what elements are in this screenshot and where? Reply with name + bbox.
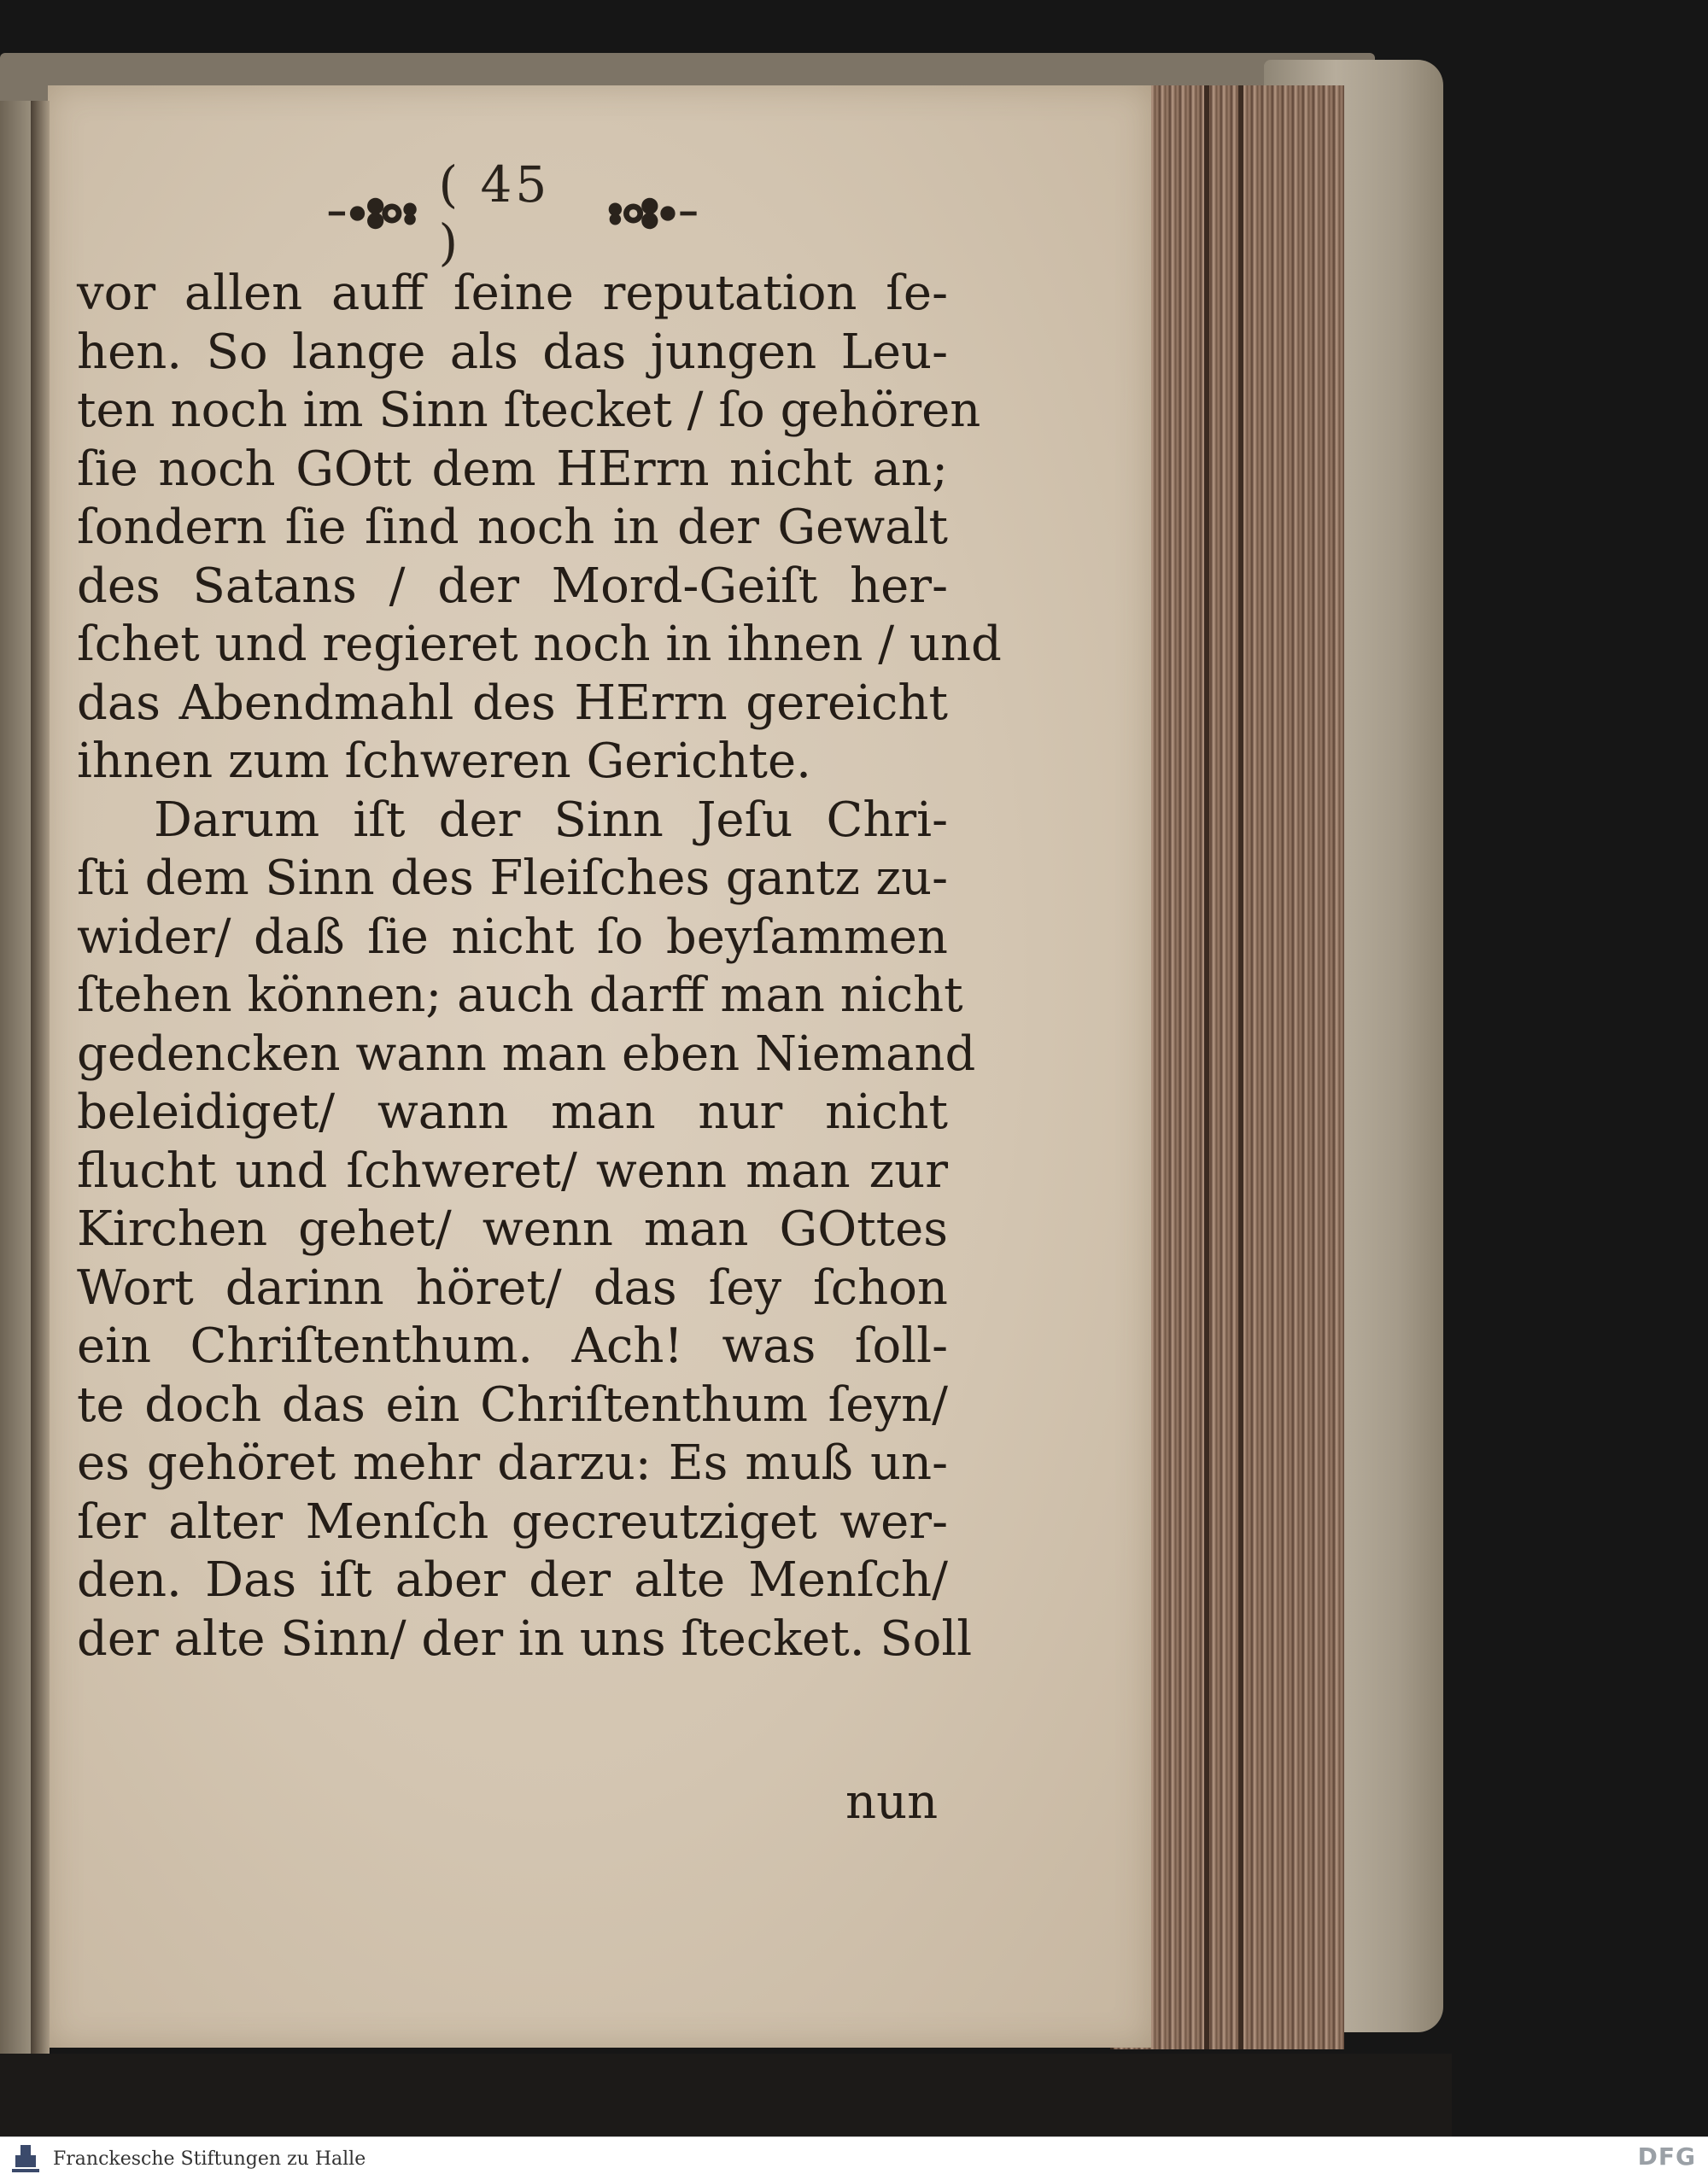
text-line: ein Chriſtenthum. Ach! was ſoll- [77, 1318, 948, 1374]
text-line: flucht und ſchweret/ wenn man zur [77, 1143, 948, 1199]
text-line: beleidiget/ wann man nur nicht [77, 1084, 948, 1140]
page-body-text [77, 265, 1002, 1669]
text-line: ihnen zum ſchweren Gerichte. [77, 733, 811, 789]
text-line: Kirchen gehet/ wenn man GOttes [77, 1201, 948, 1257]
text-line: Darum iſt der Sinn Jeſu Chri- [154, 792, 948, 848]
institution-name: Franckesche Stiftungen zu Halle [53, 2148, 366, 2170]
text-line: ſchet und regieret noch in ihnen / und [77, 617, 1002, 672]
page-number: ( 45 ) [438, 155, 551, 272]
text-line: ſti dem Sinn des Fleiſches gantz zu- [77, 850, 948, 906]
left-ornament-icon [325, 192, 423, 235]
page-header [325, 155, 700, 272]
text-line: es gehöret mehr darzu: Es muß un- [77, 1435, 948, 1491]
text-line: ſie noch GOtt dem HErrn nicht an; [77, 441, 948, 497]
catchword: nun [845, 1774, 939, 1830]
text-line: den. Das iſt aber der alte Menſch/ [77, 1552, 948, 1608]
viewer-footer [0, 2136, 1708, 2180]
scan-background-bottom [0, 2054, 1452, 2136]
text-line: vor allen auff ſeine reputation ſe- [77, 266, 948, 321]
text-line: des Satans / der Mord-Geiſt her- [77, 558, 948, 614]
facing-page-edge [0, 101, 34, 2099]
text-line: hen. So lange als das jungen Leu- [77, 324, 948, 380]
page-edge-shadow [1238, 85, 1243, 2049]
text-line: ſondern ſie ſind noch in der Gewalt [77, 500, 948, 555]
page-edge-shadow [1204, 85, 1209, 2049]
text-line: ſer alter Menſch gecreutziget wer- [77, 1493, 948, 1550]
text-line: das Abendmahl des HErrn gereicht [77, 675, 948, 731]
text-line: der alte Sinn/ der in uns ſtecket. Soll [77, 1610, 973, 1667]
book-gutter [31, 101, 50, 2099]
institution-logo-icon [7, 2140, 44, 2177]
dfg-logo: DFG [1637, 2142, 1696, 2171]
text-line: wider/ daß ſie nicht ſo beyſammen [77, 909, 948, 965]
right-ornament-icon [602, 192, 700, 235]
text-line: te doch das ein Chriſtenthum ſeyn/ [77, 1376, 948, 1433]
text-line: ſtehen können; auch darff man nicht [77, 967, 963, 1023]
text-line: gedencken wann man eben Niemand [77, 1026, 976, 1082]
text-line: ten noch im Sinn ſtecket / ſo gehören [77, 383, 981, 438]
text-line: Wort darinn höret/ das ſey ſchon [77, 1259, 948, 1316]
